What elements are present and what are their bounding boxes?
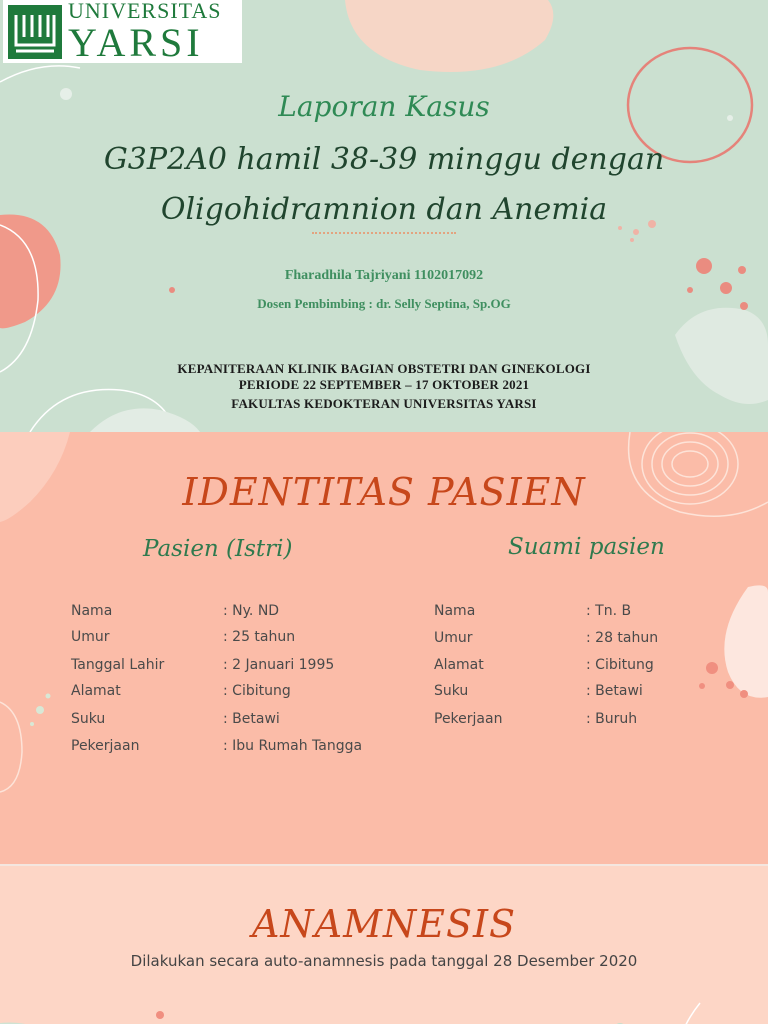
info-value: : Ibu Rumah Tangga xyxy=(223,738,363,754)
info-value: : Betawi xyxy=(223,711,280,727)
institution-line2: PERIODE 22 SEPTEMBER – 17 OKTOBER 2021 xyxy=(238,377,530,392)
info-label: Suku xyxy=(434,683,469,699)
info-label: Umur xyxy=(71,629,110,645)
info-value: : 2 Januari 1995 xyxy=(223,657,335,673)
institution-line3: FAKULTAS KEDOKTERAN UNIVERSITAS YARSI xyxy=(231,396,537,411)
info-label: Nama xyxy=(71,603,113,619)
info-value: : Betawi xyxy=(586,683,643,699)
dotted-divider xyxy=(312,232,456,234)
info-value: : Cibitung xyxy=(586,657,654,673)
author-name: Fharadhila Tajriyani 1102017092 xyxy=(284,268,484,283)
info-value: : 28 tahun xyxy=(586,630,659,646)
info-value: : Ny. ND xyxy=(223,603,280,619)
info-label: Umur xyxy=(434,630,473,646)
supervisor-name: Dosen Pembimbing : dr. Selly Septina, Sp.OG xyxy=(257,296,511,311)
anamnesis-heading: ANAMNESIS xyxy=(251,902,517,946)
info-label: Pekerjaan xyxy=(71,738,140,754)
info-label: Suku xyxy=(71,711,106,727)
info-label: Tanggal Lahir xyxy=(71,657,165,673)
logo-text-yarsi: YARSI xyxy=(68,20,204,65)
info-value: : 25 tahun xyxy=(223,629,296,645)
case-title-line2: Oligohidramnion dan Anemia xyxy=(160,192,608,227)
anamnesis-note: Dilakukan secara auto-anamnesis pada tanggal 28 Desember 2020 xyxy=(130,952,638,970)
university-logo xyxy=(3,0,242,63)
identity-heading: IDENTITAS PASIEN xyxy=(182,470,586,514)
info-label: Alamat xyxy=(71,683,121,699)
institution-line1: KEPANITERAAN KLINIK BAGIAN OBSTETRI DAN GINEKOLOGI xyxy=(177,361,591,376)
info-value: : Buruh xyxy=(586,711,638,727)
info-label: Pekerjaan xyxy=(434,711,503,727)
report-label: Laporan Kasus xyxy=(278,90,490,123)
wife-heading: Pasien (Istri) xyxy=(143,536,293,562)
husband-heading: Suami pasien xyxy=(508,534,665,560)
case-title-line1: G3P2A0 hamil 38-39 minggu dengan xyxy=(103,142,665,177)
info-label: Nama xyxy=(434,603,476,619)
info-value: : Cibitung xyxy=(223,683,291,699)
info-label: Alamat xyxy=(434,657,484,673)
logo-text-universitas: UNIVERSITAS xyxy=(68,0,222,23)
university-emblem-icon xyxy=(8,5,62,59)
info-value: : Tn. B xyxy=(586,603,632,619)
